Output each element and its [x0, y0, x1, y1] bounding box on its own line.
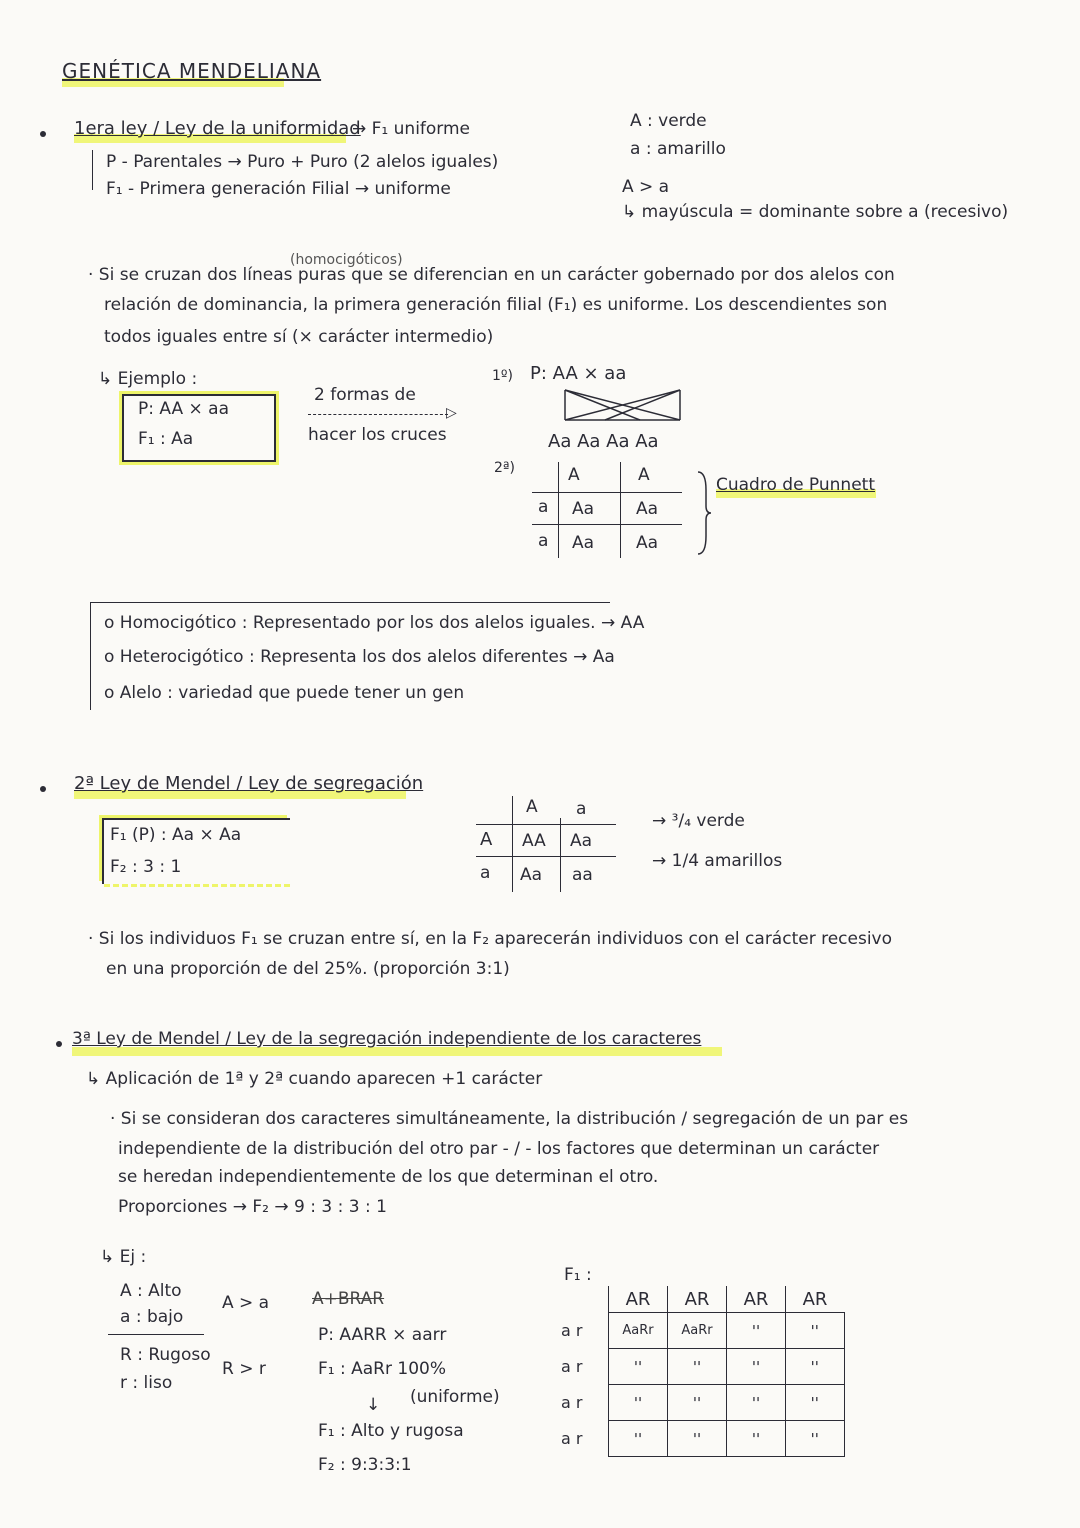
- punnett1-cell-1-2: Aa: [636, 499, 659, 519]
- allele-R: R : Rugoso: [120, 1345, 211, 1365]
- dihybrid-grid: [560, 1286, 845, 1457]
- allele-a: a : bajo: [120, 1307, 184, 1327]
- cross-p: P: AARR × aarr: [318, 1325, 447, 1345]
- punnett-label: Cuadro de Punnett: [716, 475, 875, 495]
- page-title: GENÉTICA MENDELIANA: [62, 59, 322, 83]
- grid-col-4: AR: [786, 1286, 845, 1313]
- law3-subtitle: ↳ Aplicación de 1ª y 2ª cuando aparecen +1 carácter: [86, 1069, 543, 1089]
- law2-result-2: → 1/4 amarillos: [652, 851, 783, 871]
- way2-label: 2ª): [494, 460, 515, 476]
- law3-proportions: Proporciones → F₂ → 9 : 3 : 3 : 1: [118, 1197, 387, 1217]
- punnett1-row-2-head: a: [538, 531, 549, 551]
- grid-cell-1-3: '': [727, 1313, 786, 1349]
- law2-f2-ratio: F₂ : 3 : 1: [110, 857, 182, 877]
- bullet-law1: [40, 131, 46, 137]
- grid-cell-1-4: '': [786, 1313, 845, 1349]
- grid-col-3: AR: [727, 1286, 786, 1313]
- grid-cell-3-2: '': [668, 1385, 727, 1421]
- grid-cell-4-2: '': [668, 1421, 727, 1457]
- law3-example-label: ↳ Ej :: [100, 1247, 147, 1267]
- example-f1: F₁ : Aa: [138, 429, 194, 449]
- punnett2-cell-2-2: aa: [572, 865, 593, 885]
- bullet-law3: [56, 1041, 62, 1047]
- definition-heterocigotico: o Heterocigótico : Representa los dos alelos diferentes → Aa: [104, 647, 615, 667]
- way1-label: 1º): [492, 368, 513, 384]
- law2-description-2: en una proporción de del 25%. (proporción 3:1): [106, 959, 510, 979]
- law1-description-1: · Si se cruzan dos líneas puras que se diferencian en un carácter gobernado por dos alelos con: [88, 265, 895, 285]
- allele-r: r : liso: [120, 1373, 173, 1393]
- punnett-brace: [696, 470, 712, 556]
- law1-p-line: P - Parentales → Puro + Puro (2 alelos iguales): [106, 152, 499, 172]
- law3-description-2: independiente de la distribución del otro par - / - los factores que determinan un carácter: [118, 1139, 880, 1159]
- example-label: ↳ Ejemplo :: [98, 369, 198, 389]
- grid-cell-2-3: '': [727, 1349, 786, 1385]
- punnett2-col-2: a: [576, 799, 587, 819]
- punnett2-row-1-head: A: [480, 829, 493, 850]
- two-ways-arrow: ▷: [446, 405, 457, 421]
- grid-cell-2-4: '': [786, 1349, 845, 1385]
- cross-lines: [560, 386, 690, 426]
- cross-arrow: ↓: [366, 1395, 381, 1415]
- cross-title: A+BRAR: [312, 1289, 385, 1309]
- grid-cell-4-4: '': [786, 1421, 845, 1457]
- homocigoticos-note: (homocigóticos): [290, 252, 403, 268]
- punnett2-cell-1-1: AA: [522, 831, 546, 851]
- law1-heading-suffix: → F₁ uniforme: [352, 119, 471, 139]
- grid-cell-2-1: '': [609, 1349, 668, 1385]
- grid-cell-1-1: AaRr: [609, 1313, 668, 1349]
- way1-cross: P: AA × aa: [530, 363, 627, 384]
- grid-row-3-head: a r: [561, 1393, 583, 1412]
- cross-f2: F₂ : 9:3:3:1: [318, 1455, 412, 1475]
- grid-row-2-head: a r: [561, 1357, 583, 1376]
- cross-uniform: (uniforme): [410, 1387, 500, 1407]
- example-p: P: AA × aa: [138, 399, 230, 419]
- punnett2-cell-1-2: Aa: [570, 831, 593, 851]
- law3-description-3: se heredan independientemente de los que determinan el otro.: [118, 1167, 659, 1187]
- law1-description-3: todos iguales entre sí (× carácter intermedio): [104, 327, 494, 347]
- cross-f1-pheno: F₁ : Alto y rugosa: [318, 1421, 464, 1441]
- allele-A: A : Alto: [120, 1281, 182, 1301]
- legend-a-upper: A : verde: [630, 111, 707, 131]
- law2-heading: 2ª Ley de Mendel / Ley de segregación: [74, 773, 424, 794]
- cross-f1: F₁ : AaRr 100%: [318, 1359, 446, 1379]
- punnett1-col-1: A: [568, 465, 580, 485]
- grid-cell-4-3: '': [727, 1421, 786, 1457]
- grid-cell-3-4: '': [786, 1385, 845, 1421]
- grid-cell-4-1: '': [609, 1421, 668, 1457]
- punnett2-row-2-head: a: [480, 863, 491, 883]
- two-ways-1: 2 formas de: [314, 385, 416, 405]
- grid-row-4-head: a r: [561, 1429, 583, 1448]
- grid-col-1: AR: [609, 1286, 668, 1313]
- legend-dominance: A > a: [622, 177, 670, 197]
- law1-f-line: F₁ - Primera generación Filial → uniforme: [106, 179, 451, 199]
- legend-note: ↳ mayúscula = dominante sobre a (recesivo): [622, 202, 1009, 222]
- punnett2-cell-2-1: Aa: [520, 865, 543, 885]
- dom-a: A > a: [222, 1293, 270, 1313]
- grid-title: F₁ :: [564, 1265, 592, 1285]
- grid-cell-2-2: '': [668, 1349, 727, 1385]
- law2-result-1: → ³/₄ verde: [652, 811, 745, 831]
- law2-f1-cross: F₁ (P) : Aa × Aa: [110, 825, 242, 845]
- way1-result: Aa Aa Aa Aa: [548, 431, 659, 452]
- definition-homocigotico: o Homocigótico : Representado por los dos alelos iguales. → AA: [104, 613, 645, 633]
- two-ways-2: hacer los cruces: [308, 425, 447, 445]
- grid-cell-3-1: '': [609, 1385, 668, 1421]
- grid-col-2: AR: [668, 1286, 727, 1313]
- bullet-law2: [40, 786, 46, 792]
- punnett1-cell-1-1: Aa: [572, 499, 595, 519]
- law2-description-1: · Si los individuos F₁ se cruzan entre sí, en la F₂ aparecerán individuos con el carácter recesivo: [88, 929, 893, 949]
- dom-r: R > r: [222, 1359, 266, 1379]
- law3-heading: 3ª Ley de Mendel / Ley de la segregación independiente de los caracteres: [72, 1029, 702, 1049]
- grid-cell-3-3: '': [727, 1385, 786, 1421]
- grid-row-1-head: a r: [561, 1321, 583, 1340]
- grid-cell-1-2: AaRr: [668, 1313, 727, 1349]
- law1-description-2: relación de dominancia, la primera generación filial (F₁) es uniforme. Los descendientes son: [104, 295, 888, 315]
- legend-a-lower: a : amarillo: [630, 139, 726, 159]
- punnett1-cell-2-2: Aa: [636, 533, 659, 553]
- law1-heading: 1era ley / Ley de la uniformidad: [74, 118, 361, 139]
- law3-description-1: · Si se consideran dos caracteres simultáneamente, la distribución / segregación de un par es: [110, 1109, 909, 1129]
- punnett1-cell-2-1: Aa: [572, 533, 595, 553]
- definition-alelo: o Alelo : variedad que puede tener un gen: [104, 683, 465, 703]
- punnett1-row-1-head: a: [538, 497, 549, 517]
- punnett2-col-1: A: [526, 797, 538, 817]
- punnett1-col-2: A: [638, 465, 650, 485]
